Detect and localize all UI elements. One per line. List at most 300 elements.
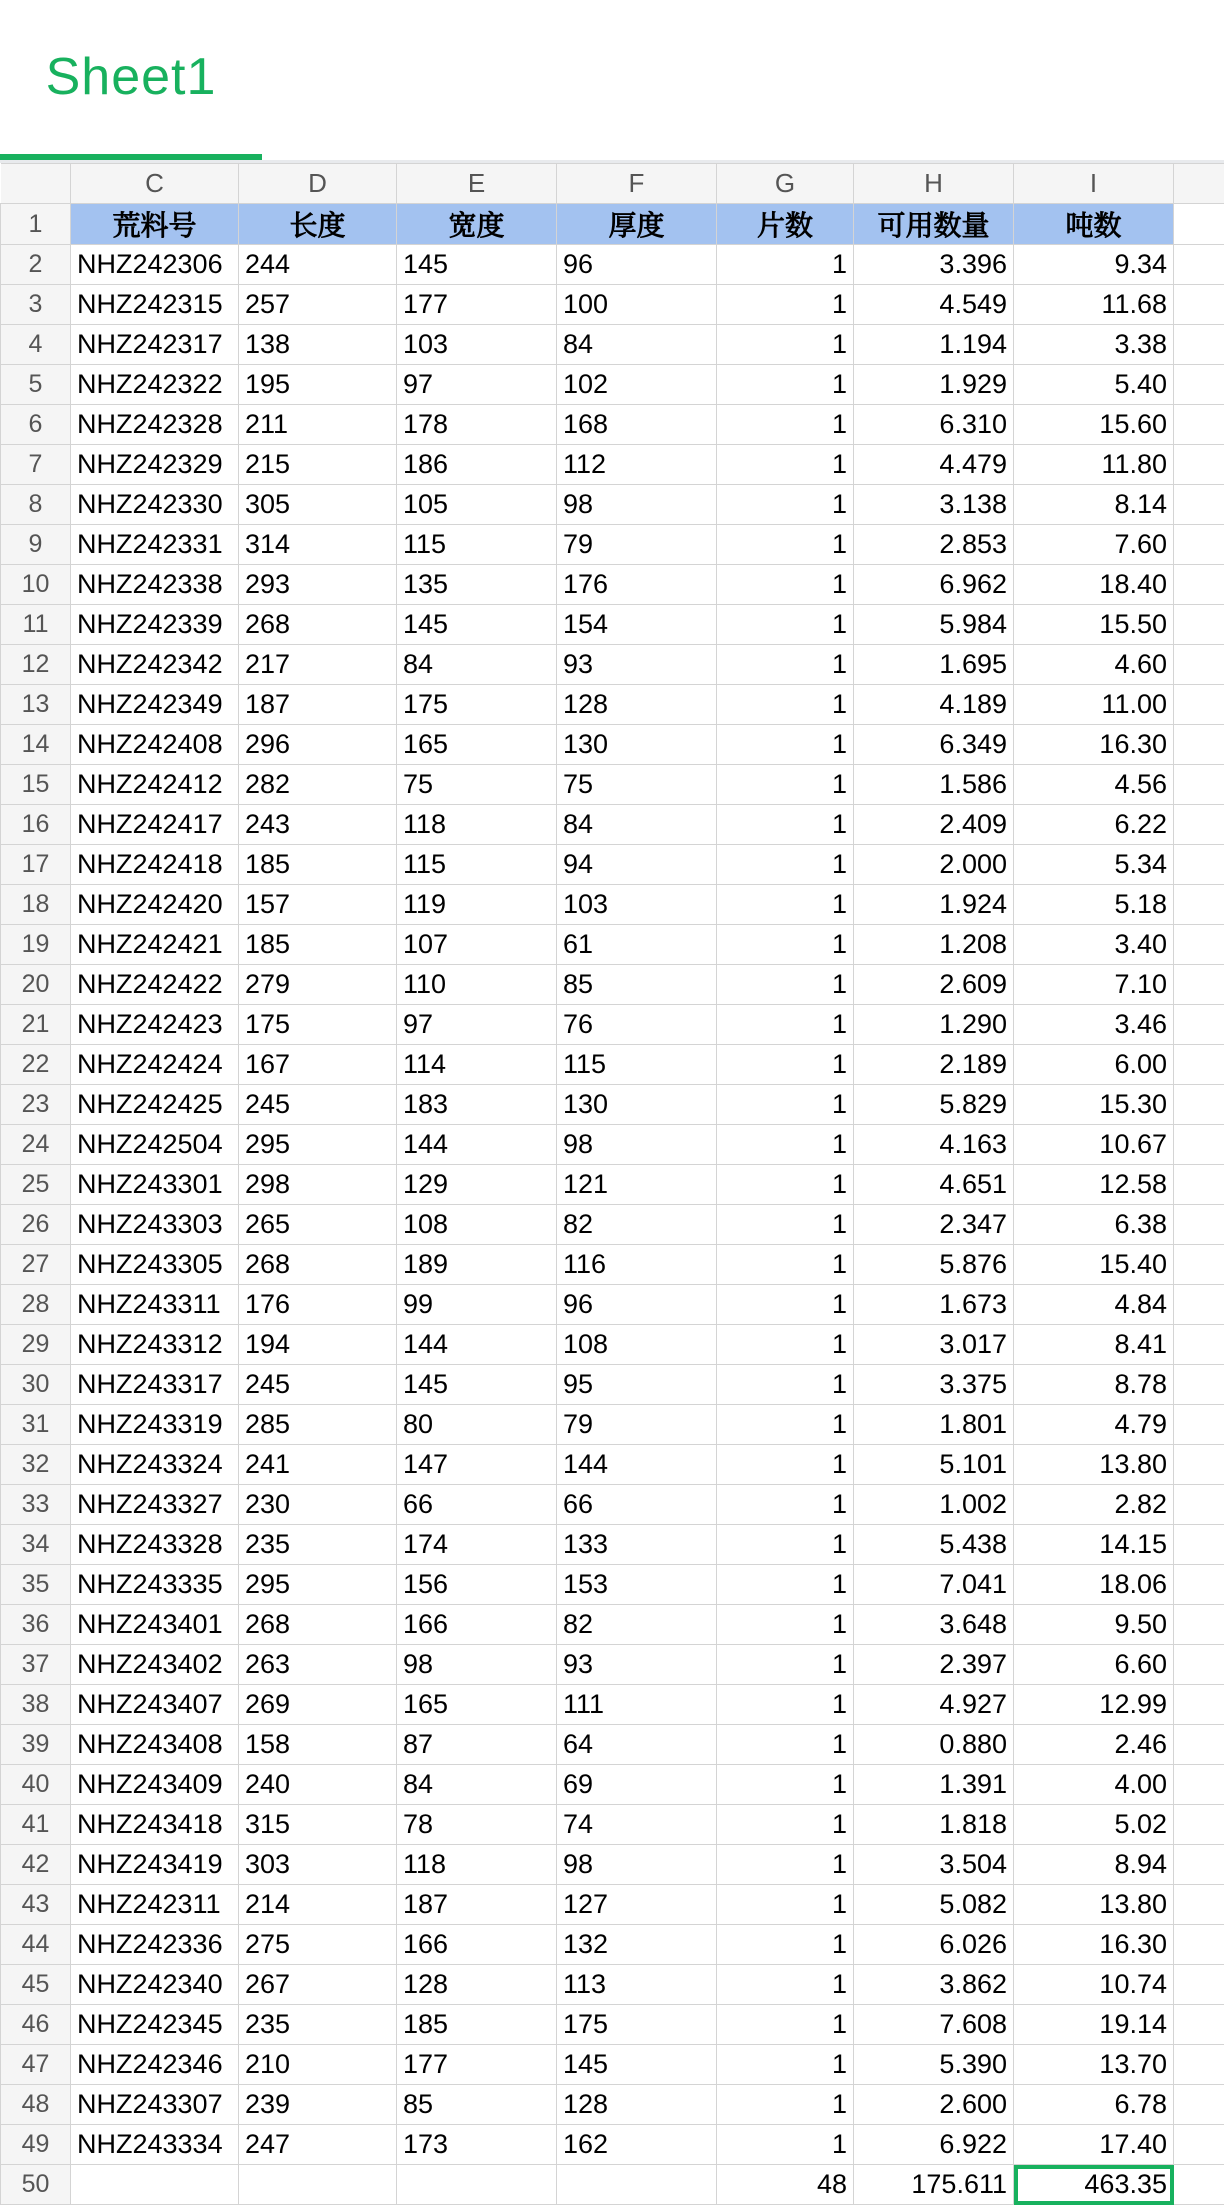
cell-i26[interactable]: 6.38: [1014, 1205, 1174, 1245]
cell-d21[interactable]: 175: [239, 1005, 397, 1045]
cell-e44[interactable]: 166: [397, 1925, 557, 1965]
cell-e16[interactable]: 118: [397, 805, 557, 845]
cell-d31[interactable]: 285: [239, 1405, 397, 1445]
cell-g40[interactable]: 1: [717, 1765, 854, 1805]
cell-i36[interactable]: 9.50: [1014, 1605, 1174, 1645]
cell-i41[interactable]: 5.02: [1014, 1805, 1174, 1845]
cell-h11[interactable]: 5.984: [854, 605, 1014, 645]
cell-g48[interactable]: 1: [717, 2085, 854, 2125]
cell-g18[interactable]: 1: [717, 885, 854, 925]
cell-f10[interactable]: 176: [557, 565, 717, 605]
cell-f34[interactable]: 133: [557, 1525, 717, 1565]
cell-f35[interactable]: 153: [557, 1565, 717, 1605]
cell-e49[interactable]: 173: [397, 2125, 557, 2165]
row-header[interactable]: 28: [1, 1285, 71, 1325]
cell-g11[interactable]: 1: [717, 605, 854, 645]
cell-f7[interactable]: 112: [557, 445, 717, 485]
cell-d47[interactable]: 210: [239, 2045, 397, 2085]
cell-c40[interactable]: NHZ243409: [71, 1765, 239, 1805]
column-header-c[interactable]: C: [71, 164, 239, 204]
cell-f27[interactable]: 116: [557, 1245, 717, 1285]
cell-h48[interactable]: 2.600: [854, 2085, 1014, 2125]
row-header[interactable]: 43: [1, 1885, 71, 1925]
cell-h28[interactable]: 1.673: [854, 1285, 1014, 1325]
cell-f26[interactable]: 82: [557, 1205, 717, 1245]
cell-h15[interactable]: 1.586: [854, 765, 1014, 805]
cell-f24[interactable]: 98: [557, 1125, 717, 1165]
cell-i8[interactable]: 8.14: [1014, 485, 1174, 525]
cell-g4[interactable]: 1: [717, 325, 854, 365]
cell-d38[interactable]: 269: [239, 1685, 397, 1725]
cell-c27[interactable]: NHZ243305: [71, 1245, 239, 1285]
sheet-tab-sheet1[interactable]: [0, 0, 262, 160]
cell-g50[interactable]: 48: [717, 2165, 854, 2205]
row-header[interactable]: 17: [1, 845, 71, 885]
cell-h31[interactable]: 1.801: [854, 1405, 1014, 1445]
cell-f23[interactable]: 130: [557, 1085, 717, 1125]
cell-d27[interactable]: 268: [239, 1245, 397, 1285]
cell-c19[interactable]: NHZ242421: [71, 925, 239, 965]
cell-c17[interactable]: NHZ242418: [71, 845, 239, 885]
cell-h6[interactable]: 6.310: [854, 405, 1014, 445]
cell-f22[interactable]: 115: [557, 1045, 717, 1085]
cell-g21[interactable]: 1: [717, 1005, 854, 1045]
cell-c11[interactable]: NHZ242339: [71, 605, 239, 645]
cell-d11[interactable]: 268: [239, 605, 397, 645]
cell-e13[interactable]: 175: [397, 685, 557, 725]
cell-i11[interactable]: 15.50: [1014, 605, 1174, 645]
cell-e32[interactable]: 147: [397, 1445, 557, 1485]
row-header[interactable]: 12: [1, 645, 71, 685]
cell-e21[interactable]: 97: [397, 1005, 557, 1045]
cell-c2[interactable]: NHZ242306: [71, 245, 239, 285]
cell-g38[interactable]: 1: [717, 1685, 854, 1725]
row-header[interactable]: 46: [1, 2005, 71, 2045]
cell-f3[interactable]: 100: [557, 285, 717, 325]
cell-e45[interactable]: 128: [397, 1965, 557, 2005]
cell-i33[interactable]: 2.82: [1014, 1485, 1174, 1525]
spreadsheet-grid[interactable]: [0, 163, 1224, 2205]
row-header[interactable]: 21: [1, 1005, 71, 1045]
cell-h12[interactable]: 1.695: [854, 645, 1014, 685]
cell-e8[interactable]: 105: [397, 485, 557, 525]
cell-i5[interactable]: 5.40: [1014, 365, 1174, 405]
cell-h47[interactable]: 5.390: [854, 2045, 1014, 2085]
cell-i20[interactable]: 7.10: [1014, 965, 1174, 1005]
cell-i38[interactable]: 12.99: [1014, 1685, 1174, 1725]
cell-c3[interactable]: NHZ242315: [71, 285, 239, 325]
row-header[interactable]: 5: [1, 365, 71, 405]
cell-d48[interactable]: 239: [239, 2085, 397, 2125]
cell-h16[interactable]: 2.409: [854, 805, 1014, 845]
cell-d25[interactable]: 298: [239, 1165, 397, 1205]
row-header[interactable]: 48: [1, 2085, 71, 2125]
cell-g13[interactable]: 1: [717, 685, 854, 725]
cell-f44[interactable]: 132: [557, 1925, 717, 1965]
cell-i14[interactable]: 16.30: [1014, 725, 1174, 765]
cell-f47[interactable]: 145: [557, 2045, 717, 2085]
cell-d16[interactable]: 243: [239, 805, 397, 845]
cell-c39[interactable]: NHZ243408: [71, 1725, 239, 1765]
cell-e3[interactable]: 177: [397, 285, 557, 325]
cell-c26[interactable]: NHZ243303: [71, 1205, 239, 1245]
cell-f12[interactable]: 93: [557, 645, 717, 685]
cell-f20[interactable]: 85: [557, 965, 717, 1005]
cell-e35[interactable]: 156: [397, 1565, 557, 1605]
cell-c9[interactable]: NHZ242331: [71, 525, 239, 565]
row-header[interactable]: 44: [1, 1925, 71, 1965]
row-header[interactable]: 40: [1, 1765, 71, 1805]
cell-d34[interactable]: 235: [239, 1525, 397, 1565]
cell-h24[interactable]: 4.163: [854, 1125, 1014, 1165]
cell-c12[interactable]: NHZ242342: [71, 645, 239, 685]
cell-g2[interactable]: 1: [717, 245, 854, 285]
cell-h4[interactable]: 1.194: [854, 325, 1014, 365]
cell-f4[interactable]: 84: [557, 325, 717, 365]
cell-c8[interactable]: NHZ242330: [71, 485, 239, 525]
cell-g17[interactable]: 1: [717, 845, 854, 885]
cell-i42[interactable]: 8.94: [1014, 1845, 1174, 1885]
row-header[interactable]: 35: [1, 1565, 71, 1605]
cell-e14[interactable]: 165: [397, 725, 557, 765]
row-header[interactable]: 13: [1, 685, 71, 725]
cell-h49[interactable]: 6.922: [854, 2125, 1014, 2165]
cell-h14[interactable]: 6.349: [854, 725, 1014, 765]
row-header[interactable]: 41: [1, 1805, 71, 1845]
header-cell-f[interactable]: 厚度: [557, 204, 717, 245]
cell-g12[interactable]: 1: [717, 645, 854, 685]
cell-d12[interactable]: 217: [239, 645, 397, 685]
row-header[interactable]: 11: [1, 605, 71, 645]
cell-f29[interactable]: 108: [557, 1325, 717, 1365]
cell-e24[interactable]: 144: [397, 1125, 557, 1165]
cell-d9[interactable]: 314: [239, 525, 397, 565]
header-cell-g[interactable]: 片数: [717, 204, 854, 245]
row-header[interactable]: 14: [1, 725, 71, 765]
cell-c24[interactable]: NHZ242504: [71, 1125, 239, 1165]
cell-e23[interactable]: 183: [397, 1085, 557, 1125]
cell-d50[interactable]: [239, 2165, 397, 2205]
cell-i25[interactable]: 12.58: [1014, 1165, 1174, 1205]
cell-d44[interactable]: 275: [239, 1925, 397, 1965]
cell-e41[interactable]: 78: [397, 1805, 557, 1845]
cell-f38[interactable]: 111: [557, 1685, 717, 1725]
cell-i48[interactable]: 6.78: [1014, 2085, 1174, 2125]
cell-h17[interactable]: 2.000: [854, 845, 1014, 885]
cell-d8[interactable]: 305: [239, 485, 397, 525]
cell-d15[interactable]: 282: [239, 765, 397, 805]
cell-g10[interactable]: 1: [717, 565, 854, 605]
row-header[interactable]: 2: [1, 245, 71, 285]
row-header[interactable]: 49: [1, 2125, 71, 2165]
cell-c5[interactable]: NHZ242322: [71, 365, 239, 405]
cell-c23[interactable]: NHZ242425: [71, 1085, 239, 1125]
cell-i18[interactable]: 5.18: [1014, 885, 1174, 925]
cell-f37[interactable]: 93: [557, 1645, 717, 1685]
cell-g16[interactable]: 1: [717, 805, 854, 845]
cell-c18[interactable]: NHZ242420: [71, 885, 239, 925]
cell-g14[interactable]: 1: [717, 725, 854, 765]
row-header[interactable]: 39: [1, 1725, 71, 1765]
header-cell-d[interactable]: 长度: [239, 204, 397, 245]
row-header[interactable]: 16: [1, 805, 71, 845]
row-header[interactable]: 26: [1, 1205, 71, 1245]
cell-d35[interactable]: 295: [239, 1565, 397, 1605]
row-header[interactable]: 18: [1, 885, 71, 925]
row-header[interactable]: 47: [1, 2045, 71, 2085]
cell-h36[interactable]: 3.648: [854, 1605, 1014, 1645]
cell-e38[interactable]: 165: [397, 1685, 557, 1725]
cell-g8[interactable]: 1: [717, 485, 854, 525]
cell-f19[interactable]: 61: [557, 925, 717, 965]
cell-i32[interactable]: 13.80: [1014, 1445, 1174, 1485]
cell-f25[interactable]: 121: [557, 1165, 717, 1205]
row-header[interactable]: 37: [1, 1645, 71, 1685]
cell-h39[interactable]: 0.880: [854, 1725, 1014, 1765]
column-header-h[interactable]: H: [854, 164, 1014, 204]
cell-h29[interactable]: 3.017: [854, 1325, 1014, 1365]
row-header[interactable]: 22: [1, 1045, 71, 1085]
cell-d4[interactable]: 138: [239, 325, 397, 365]
cell-c31[interactable]: NHZ243319: [71, 1405, 239, 1445]
cell-c43[interactable]: NHZ242311: [71, 1885, 239, 1925]
cell-c21[interactable]: NHZ242423: [71, 1005, 239, 1045]
cell-g47[interactable]: 1: [717, 2045, 854, 2085]
header-cell-e[interactable]: 宽度: [397, 204, 557, 245]
cell-c4[interactable]: NHZ242317: [71, 325, 239, 365]
cell-h2[interactable]: 3.396: [854, 245, 1014, 285]
cell-f5[interactable]: 102: [557, 365, 717, 405]
cell-c13[interactable]: NHZ242349: [71, 685, 239, 725]
cell-c44[interactable]: NHZ242336: [71, 1925, 239, 1965]
cell-i29[interactable]: 8.41: [1014, 1325, 1174, 1365]
cell-i46[interactable]: 19.14: [1014, 2005, 1174, 2045]
cell-d13[interactable]: 187: [239, 685, 397, 725]
cell-i37[interactable]: 6.60: [1014, 1645, 1174, 1685]
cell-i4[interactable]: 3.38: [1014, 325, 1174, 365]
row-header[interactable]: 42: [1, 1845, 71, 1885]
cell-e30[interactable]: 145: [397, 1365, 557, 1405]
row-header[interactable]: 36: [1, 1605, 71, 1645]
cell-h40[interactable]: 1.391: [854, 1765, 1014, 1805]
cell-f43[interactable]: 127: [557, 1885, 717, 1925]
cell-e33[interactable]: 66: [397, 1485, 557, 1525]
row-header[interactable]: 50: [1, 2165, 71, 2205]
cell-h42[interactable]: 3.504: [854, 1845, 1014, 1885]
cell-f11[interactable]: 154: [557, 605, 717, 645]
cell-f15[interactable]: 75: [557, 765, 717, 805]
grid-corner-cell[interactable]: [1, 164, 71, 204]
cell-c32[interactable]: NHZ243324: [71, 1445, 239, 1485]
cell-f36[interactable]: 82: [557, 1605, 717, 1645]
cell-d33[interactable]: 230: [239, 1485, 397, 1525]
cell-e25[interactable]: 129: [397, 1165, 557, 1205]
cell-e6[interactable]: 178: [397, 405, 557, 445]
cell-h23[interactable]: 5.829: [854, 1085, 1014, 1125]
cell-f32[interactable]: 144: [557, 1445, 717, 1485]
cell-i16[interactable]: 6.22: [1014, 805, 1174, 845]
cell-d39[interactable]: 158: [239, 1725, 397, 1765]
cell-f50[interactable]: [557, 2165, 717, 2205]
cell-d43[interactable]: 214: [239, 1885, 397, 1925]
row-header[interactable]: 4: [1, 325, 71, 365]
cell-h5[interactable]: 1.929: [854, 365, 1014, 405]
cell-i35[interactable]: 18.06: [1014, 1565, 1174, 1605]
cell-f46[interactable]: 175: [557, 2005, 717, 2045]
cell-c50[interactable]: [71, 2165, 239, 2205]
row-header[interactable]: 45: [1, 1965, 71, 2005]
column-header-d[interactable]: D: [239, 164, 397, 204]
cell-d49[interactable]: 247: [239, 2125, 397, 2165]
cell-g46[interactable]: 1: [717, 2005, 854, 2045]
row-header[interactable]: 1: [1, 204, 71, 245]
cell-e19[interactable]: 107: [397, 925, 557, 965]
cell-h20[interactable]: 2.609: [854, 965, 1014, 1005]
cell-h22[interactable]: 2.189: [854, 1045, 1014, 1085]
cell-i23[interactable]: 15.30: [1014, 1085, 1174, 1125]
cell-c6[interactable]: NHZ242328: [71, 405, 239, 445]
cell-c20[interactable]: NHZ242422: [71, 965, 239, 1005]
cell-h46[interactable]: 7.608: [854, 2005, 1014, 2045]
cell-f9[interactable]: 79: [557, 525, 717, 565]
cell-d17[interactable]: 185: [239, 845, 397, 885]
cell-e47[interactable]: 177: [397, 2045, 557, 2085]
cell-i27[interactable]: 15.40: [1014, 1245, 1174, 1285]
cell-c25[interactable]: NHZ243301: [71, 1165, 239, 1205]
cell-c29[interactable]: NHZ243312: [71, 1325, 239, 1365]
cell-i10[interactable]: 18.40: [1014, 565, 1174, 605]
row-header[interactable]: 33: [1, 1485, 71, 1525]
cell-g30[interactable]: 1: [717, 1365, 854, 1405]
cell-d29[interactable]: 194: [239, 1325, 397, 1365]
cell-d7[interactable]: 215: [239, 445, 397, 485]
cell-f13[interactable]: 128: [557, 685, 717, 725]
cell-e11[interactable]: 145: [397, 605, 557, 645]
cell-e31[interactable]: 80: [397, 1405, 557, 1445]
cell-i24[interactable]: 10.67: [1014, 1125, 1174, 1165]
cell-e27[interactable]: 189: [397, 1245, 557, 1285]
header-cell-i[interactable]: 吨数: [1014, 204, 1174, 245]
cell-e9[interactable]: 115: [397, 525, 557, 565]
cell-f49[interactable]: 162: [557, 2125, 717, 2165]
cell-f17[interactable]: 94: [557, 845, 717, 885]
row-header[interactable]: 7: [1, 445, 71, 485]
cell-d19[interactable]: 185: [239, 925, 397, 965]
row-header[interactable]: 30: [1, 1365, 71, 1405]
cell-d20[interactable]: 279: [239, 965, 397, 1005]
cell-i39[interactable]: 2.46: [1014, 1725, 1174, 1765]
column-header-f[interactable]: F: [557, 164, 717, 204]
cell-e22[interactable]: 114: [397, 1045, 557, 1085]
cell-e20[interactable]: 110: [397, 965, 557, 1005]
row-header[interactable]: 24: [1, 1125, 71, 1165]
row-header[interactable]: 23: [1, 1085, 71, 1125]
row-header[interactable]: 34: [1, 1525, 71, 1565]
cell-g34[interactable]: 1: [717, 1525, 854, 1565]
cell-g29[interactable]: 1: [717, 1325, 854, 1365]
cell-h35[interactable]: 7.041: [854, 1565, 1014, 1605]
cell-g9[interactable]: 1: [717, 525, 854, 565]
cell-i19[interactable]: 3.40: [1014, 925, 1174, 965]
cell-g36[interactable]: 1: [717, 1605, 854, 1645]
cell-g31[interactable]: 1: [717, 1405, 854, 1445]
cell-c49[interactable]: NHZ243334: [71, 2125, 239, 2165]
cell-d10[interactable]: 293: [239, 565, 397, 605]
row-header[interactable]: 9: [1, 525, 71, 565]
cell-g27[interactable]: 1: [717, 1245, 854, 1285]
cell-g15[interactable]: 1: [717, 765, 854, 805]
cell-g22[interactable]: 1: [717, 1045, 854, 1085]
cell-g19[interactable]: 1: [717, 925, 854, 965]
cell-g32[interactable]: 1: [717, 1445, 854, 1485]
cell-c37[interactable]: NHZ243402: [71, 1645, 239, 1685]
cell-d14[interactable]: 296: [239, 725, 397, 765]
header-cell-h[interactable]: 可用数量: [854, 204, 1014, 245]
cell-d2[interactable]: 244: [239, 245, 397, 285]
cell-h8[interactable]: 3.138: [854, 485, 1014, 525]
cell-g42[interactable]: 1: [717, 1845, 854, 1885]
cell-i28[interactable]: 4.84: [1014, 1285, 1174, 1325]
cell-h10[interactable]: 6.962: [854, 565, 1014, 605]
cell-i43[interactable]: 13.80: [1014, 1885, 1174, 1925]
column-header-g[interactable]: G: [717, 164, 854, 204]
cell-c42[interactable]: NHZ243419: [71, 1845, 239, 1885]
cell-d46[interactable]: 235: [239, 2005, 397, 2045]
cell-e43[interactable]: 187: [397, 1885, 557, 1925]
cell-e2[interactable]: 145: [397, 245, 557, 285]
cell-e15[interactable]: 75: [397, 765, 557, 805]
cell-i15[interactable]: 4.56: [1014, 765, 1174, 805]
cell-g45[interactable]: 1: [717, 1965, 854, 2005]
cell-i9[interactable]: 7.60: [1014, 525, 1174, 565]
cell-g3[interactable]: 1: [717, 285, 854, 325]
cell-f31[interactable]: 79: [557, 1405, 717, 1445]
cell-e7[interactable]: 186: [397, 445, 557, 485]
cell-c28[interactable]: NHZ243311: [71, 1285, 239, 1325]
cell-h37[interactable]: 2.397: [854, 1645, 1014, 1685]
cell-e36[interactable]: 166: [397, 1605, 557, 1645]
cell-i12[interactable]: 4.60: [1014, 645, 1174, 685]
cell-g24[interactable]: 1: [717, 1125, 854, 1165]
cell-d32[interactable]: 241: [239, 1445, 397, 1485]
cell-c38[interactable]: NHZ243407: [71, 1685, 239, 1725]
cell-e18[interactable]: 119: [397, 885, 557, 925]
cell-f40[interactable]: 69: [557, 1765, 717, 1805]
row-header[interactable]: 6: [1, 405, 71, 445]
cell-d3[interactable]: 257: [239, 285, 397, 325]
cell-i22[interactable]: 6.00: [1014, 1045, 1174, 1085]
cell-d18[interactable]: 157: [239, 885, 397, 925]
row-header[interactable]: 29: [1, 1325, 71, 1365]
cell-i6[interactable]: 15.60: [1014, 405, 1174, 445]
cell-i47[interactable]: 13.70: [1014, 2045, 1174, 2085]
cell-c34[interactable]: NHZ243328: [71, 1525, 239, 1565]
column-header-i[interactable]: I: [1014, 164, 1174, 204]
cell-f30[interactable]: 95: [557, 1365, 717, 1405]
cell-h45[interactable]: 3.862: [854, 1965, 1014, 2005]
cell-d26[interactable]: 265: [239, 1205, 397, 1245]
cell-i17[interactable]: 5.34: [1014, 845, 1174, 885]
cell-e26[interactable]: 108: [397, 1205, 557, 1245]
cell-h9[interactable]: 2.853: [854, 525, 1014, 565]
row-header[interactable]: 38: [1, 1685, 71, 1725]
cell-d45[interactable]: 267: [239, 1965, 397, 2005]
cell-c14[interactable]: NHZ242408: [71, 725, 239, 765]
cell-g33[interactable]: 1: [717, 1485, 854, 1525]
cell-d24[interactable]: 295: [239, 1125, 397, 1165]
cell-g41[interactable]: 1: [717, 1805, 854, 1845]
cell-h21[interactable]: 1.290: [854, 1005, 1014, 1045]
